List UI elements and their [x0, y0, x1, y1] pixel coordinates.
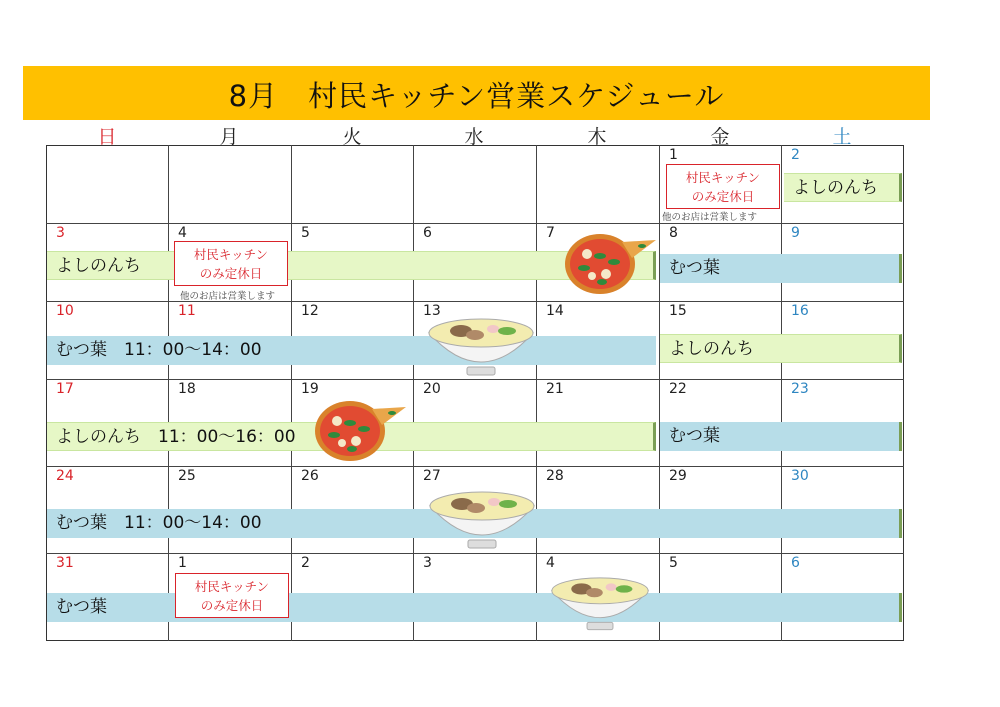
schedule-bar-w4-main: よしのんち 11：00～16：00 [47, 422, 656, 451]
title-banner [23, 66, 930, 120]
day-number: 6 [423, 225, 432, 241]
grid-row-line [46, 223, 904, 224]
weekday-sat: 土 [832, 126, 852, 148]
day-number: 5 [301, 225, 310, 241]
day-number: 10 [56, 303, 74, 319]
day-number: 12 [301, 303, 319, 319]
pizza-icon [312, 397, 408, 463]
closed-notice [174, 241, 288, 286]
grid-row-line [46, 466, 904, 467]
grid-column-line [413, 145, 414, 641]
day-number: 4 [546, 555, 555, 571]
day-number: 29 [669, 468, 687, 484]
day-number: 11 [178, 303, 196, 319]
pizza-icon [562, 230, 658, 296]
ramen-icon [427, 311, 535, 377]
weekday-thu: 木 [587, 126, 607, 148]
schedule-bar-w4-fri: むつ葉 [660, 422, 902, 451]
weekday-wed: 水 [464, 126, 484, 148]
weekday-sun: 日 [97, 126, 117, 148]
day-number: 5 [669, 555, 678, 571]
day-number: 19 [301, 381, 319, 397]
grid-row-line [46, 379, 904, 380]
day-number: 8 [669, 225, 678, 241]
day-number: 24 [56, 468, 74, 484]
schedule-bar-w2-main: よしのんち [47, 251, 656, 280]
day-number: 23 [791, 381, 809, 397]
day-number: 3 [423, 555, 432, 571]
day-number: 14 [546, 303, 564, 319]
page-title: 8月 村民キッチン営業スケジュール [228, 79, 725, 113]
grid-column-line [536, 145, 537, 641]
ramen-icon [550, 569, 650, 633]
other-shops-note: 他のお店は営業します [180, 291, 276, 302]
weekday-fri: 金 [710, 126, 730, 148]
closed-notice [175, 573, 289, 618]
day-number: 7 [546, 225, 555, 241]
schedule-bar-w1-sat: よしのんち [784, 173, 902, 202]
closed-label-line1: 村民キッチン [685, 170, 761, 185]
day-number: 2 [791, 147, 800, 163]
other-shops-note: 他のお店は営業します [662, 212, 758, 223]
weekday-tue: 火 [342, 126, 362, 148]
day-number: 20 [423, 381, 441, 397]
day-number: 4 [178, 225, 187, 241]
closed-notice [666, 164, 780, 209]
day-number: 1 [669, 147, 678, 163]
day-number: 2 [301, 555, 310, 571]
day-number: 6 [791, 555, 800, 571]
grid-row-line [46, 301, 904, 302]
day-number: 9 [791, 225, 800, 241]
schedule-bar-w3-main: むつ葉 11：00～14：00 [47, 336, 656, 365]
day-number: 28 [546, 468, 564, 484]
closed-label-line1: 村民キッチン [193, 247, 269, 262]
day-number: 17 [56, 381, 74, 397]
day-number: 3 [56, 225, 65, 241]
closed-label-line2: のみ定休日 [199, 266, 263, 281]
schedule-bar-w3-fri: よしのんち [660, 334, 902, 363]
day-number: 30 [791, 468, 809, 484]
grid-column-line [659, 145, 660, 641]
day-number: 13 [423, 303, 441, 319]
day-number: 31 [56, 555, 74, 571]
grid-column-line [291, 145, 292, 641]
day-number: 25 [178, 468, 196, 484]
grid-column-line [781, 145, 782, 641]
day-number: 18 [178, 381, 196, 397]
grid-row-line [46, 553, 904, 554]
weekday-mon: 月 [219, 126, 239, 148]
day-number: 15 [669, 303, 687, 319]
day-number: 21 [546, 381, 564, 397]
closed-label-line2: のみ定休日 [200, 598, 264, 613]
day-number: 26 [301, 468, 319, 484]
ramen-icon [428, 484, 536, 550]
grid-column-line [168, 145, 169, 641]
day-number: 22 [669, 381, 687, 397]
calendar-grid [46, 145, 904, 641]
day-number: 27 [423, 468, 441, 484]
day-number: 16 [791, 303, 809, 319]
schedule-bar-w6-main: むつ葉 [47, 593, 902, 622]
closed-label-line1: 村民キッチン [194, 579, 270, 594]
schedule-bar-w2-fri: むつ葉 [660, 254, 902, 283]
schedule-bar-w5-main: むつ葉 11：00～14：00 [47, 509, 902, 538]
day-number: 1 [178, 555, 187, 571]
closed-label-line2: のみ定休日 [691, 189, 755, 204]
